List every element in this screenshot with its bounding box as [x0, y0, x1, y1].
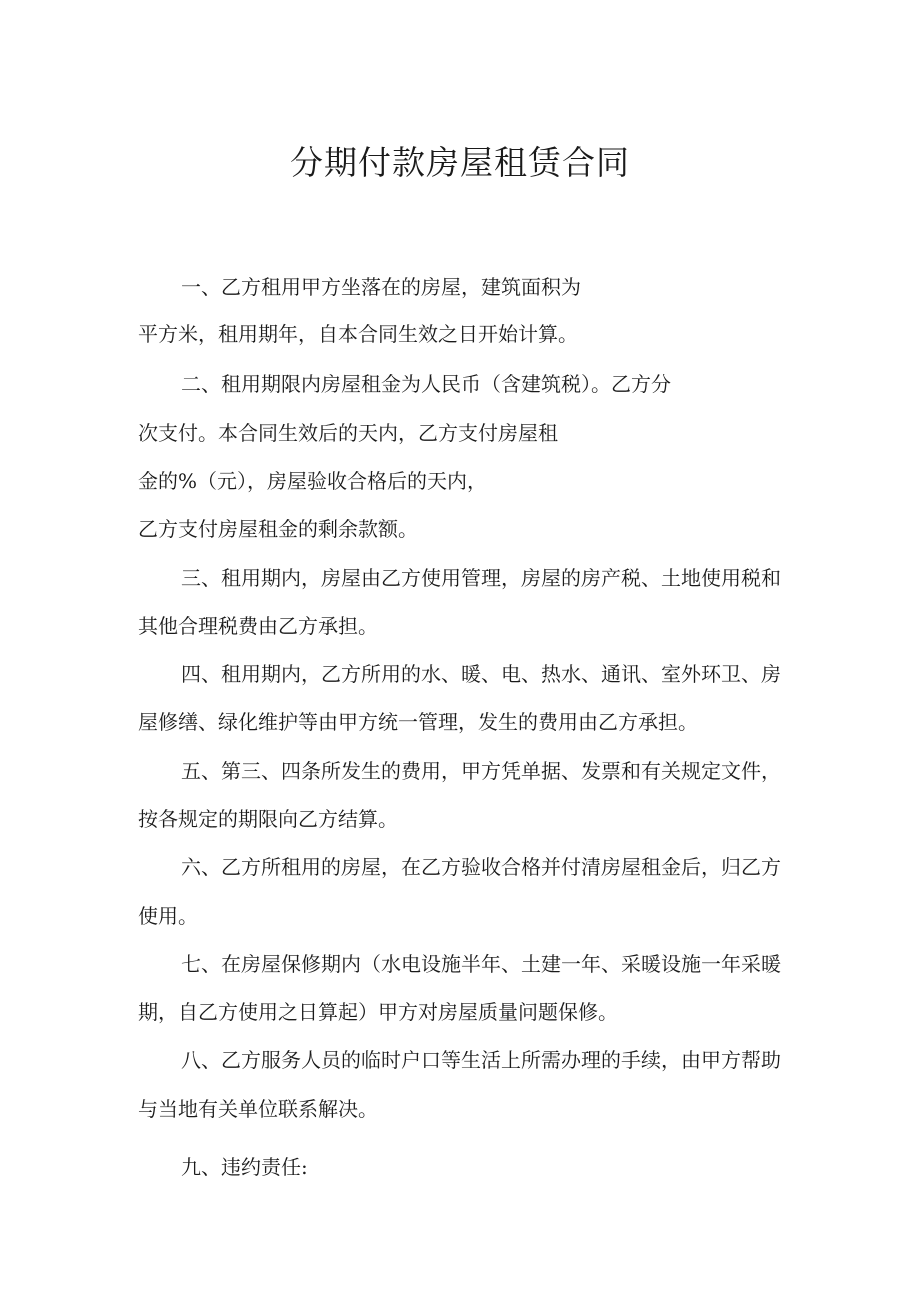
- clause-4-line-1: 四、租用期内，乙方所用的水、暖、电、热水、通讯、室外环卫、房: [181, 662, 781, 686]
- clause-6-line-2: 使用。: [138, 904, 198, 928]
- clause-1-line-2: 平方米，租用期年，自本合同生效之日开始计算。: [138, 322, 578, 346]
- clause-9-heading: 九、违约责任:: [181, 1155, 308, 1179]
- clause-2-line-4: 乙方支付房屋租金的剩余款额。: [138, 517, 418, 541]
- clause-3-line-1: 三、租用期内，房屋由乙方使用管理，房屋的房产税、土地使用税和: [181, 566, 781, 590]
- clause-2-line-1: 二、租用期限内房屋租金为人民币（含建筑税）。乙方分: [181, 372, 671, 396]
- document-title: 分期付款房屋租赁合同: [290, 143, 630, 182]
- clause-2-line-3: 金的%（元），房屋验收合格后的天内，: [138, 469, 488, 493]
- clause-7-line-1: 七、在房屋保修期内（水电设施半年、土建一年、采暖设施一年采暖: [181, 952, 781, 976]
- clause-8-line-1: 八、乙方服务人员的临时户口等生活上所需办理的手续，由甲方帮助: [181, 1048, 781, 1072]
- clause-6-line-1: 六、乙方所租用的房屋，在乙方验收合格并付清房屋租金后，归乙方: [181, 855, 781, 879]
- clause-4-line-2: 屋修缮、绿化维护等由甲方统一管理，发生的费用由乙方承担。: [138, 710, 698, 734]
- clause-1-line-1: 一、乙方租用甲方坐落在的房屋，建筑面积为: [181, 275, 581, 299]
- clause-5-line-1: 五、第三、四条所发生的费用，甲方凭单据、发票和有关规定文件，: [181, 759, 781, 783]
- clause-5-line-2: 按各规定的期限向乙方结算。: [138, 807, 398, 831]
- clause-3-line-2: 其他合理税费由乙方承担。: [138, 614, 378, 638]
- clause-8-line-2: 与当地有关单位联系解决。: [138, 1097, 378, 1121]
- clause-7-line-2: 期，自乙方使用之日算起）甲方对房屋质量问题保修。: [138, 1000, 618, 1024]
- clause-2-line-2: 次支付。本合同生效后的天内，乙方支付房屋租: [138, 421, 558, 445]
